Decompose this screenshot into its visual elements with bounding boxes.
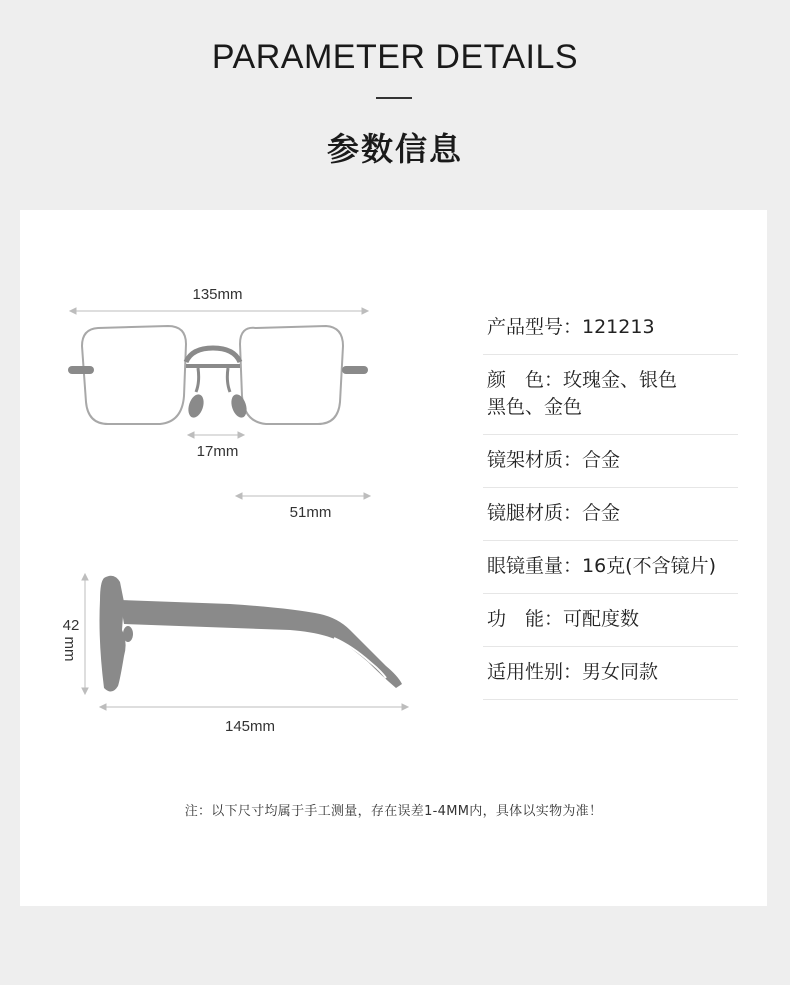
spec-gender: 适用性别：男女同款 xyxy=(483,647,738,700)
temple-length-label: 145mm xyxy=(224,718,276,735)
left-lens-outline xyxy=(82,326,186,424)
lens-side-profile xyxy=(100,576,126,692)
measurement-note: 注：以下尺寸均属于手工测量，存在误差1-4MM内，具体以实物为准！ xyxy=(184,804,603,819)
spec-color: 颜 色：玫瑰金、银色 黑色、金色 xyxy=(483,355,738,435)
bridge-dimension-line xyxy=(188,432,244,438)
total-width-dimension-line xyxy=(70,308,368,314)
spec-temple-material: 镜腿材质：合金 xyxy=(483,488,738,541)
lens-width-label: 51mm xyxy=(289,504,332,521)
left-nose-pad xyxy=(186,392,207,419)
lens-height-value-label: 42 xyxy=(62,617,80,634)
page-title-en: PARAMETER DETAILS xyxy=(211,38,579,76)
lens-width-dimension-line xyxy=(236,493,370,499)
side-nose-pad xyxy=(123,626,133,642)
right-end-piece xyxy=(342,366,368,374)
left-end-piece xyxy=(68,366,94,374)
right-lens-outline xyxy=(240,326,343,424)
spec-weight: 眼镜重量：16克(不含镜片) xyxy=(483,541,738,594)
right-nose-pad xyxy=(229,392,250,419)
bridge xyxy=(186,348,240,362)
parameter-card xyxy=(20,210,767,906)
page-title-cn: 参数信息 xyxy=(326,130,463,168)
spec-function: 功 能：可配度数 xyxy=(483,594,738,647)
spec-frame-material: 镜架材质：合金 xyxy=(483,435,738,488)
lens-height-unit-label: mm xyxy=(61,636,78,662)
total-width-label: 135mm xyxy=(192,286,243,303)
title-divider xyxy=(376,97,412,99)
spec-model: 产品型号：121213 xyxy=(483,302,738,355)
spec-list xyxy=(483,302,738,700)
temple-arm xyxy=(120,600,402,688)
bridge-width-label: 17mm xyxy=(196,443,239,460)
temple-length-dimension-line xyxy=(100,704,408,710)
